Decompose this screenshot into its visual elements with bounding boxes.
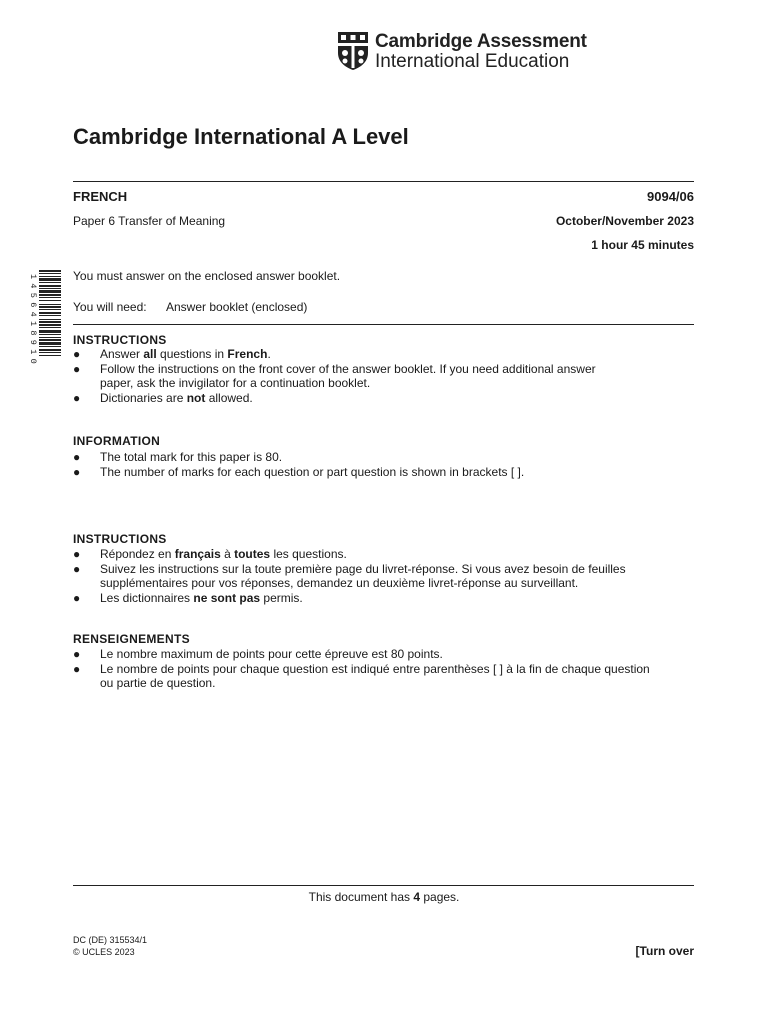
- barcode-bar: [39, 321, 61, 323]
- doc-ref-code: DC (DE) 315534/1: [73, 935, 148, 945]
- barcode-bar: [39, 282, 61, 283]
- bullet-icon: ●: [73, 464, 81, 479]
- list-item: ● Dictionaries are not allowed.: [73, 390, 253, 405]
- bullet-icon: ●: [73, 347, 81, 361]
- list-item: ● Le nombre maximum de points pour cette épreuve est 80 points.: [73, 647, 443, 661]
- list-item: ● Les dictionnaires ne sont pas permis.: [73, 590, 303, 605]
- need-label: You will need:: [73, 300, 147, 314]
- barcode-bar: [39, 273, 61, 274]
- logo-line-1: Cambridge Assessment: [375, 31, 587, 52]
- barcode-bar: [39, 288, 61, 289]
- bullet-icon: ●: [73, 561, 81, 576]
- barcode-bar: [39, 278, 61, 281]
- barcode-bar: [39, 315, 61, 316]
- barcode-bar: [39, 339, 61, 341]
- instructions-fr-list: [73, 547, 698, 605]
- page-title: Cambridge International A Level: [73, 124, 409, 149]
- barcode-bar: [39, 285, 61, 287]
- barcode-bar: [39, 276, 61, 277]
- list-item: ● Answer all questions in French.: [73, 347, 271, 361]
- barcode-bar: [39, 327, 61, 328]
- candidate-barcode: [27, 270, 61, 412]
- bullet-icon: ●: [73, 661, 81, 676]
- barcode-bar: [39, 300, 61, 301]
- exam-duration: 1 hour 45 minutes: [591, 238, 694, 252]
- copyright: © UCLES 2023: [73, 947, 135, 957]
- paper-title: Paper 6 Transfer of Meaning: [73, 214, 226, 228]
- barcode-bar: [39, 324, 61, 326]
- barcode-bar: [39, 352, 61, 353]
- instructions-heading: INSTRUCTIONS: [73, 333, 167, 347]
- barcode-bar: [39, 290, 61, 293]
- answer-note: You must answer on the enclosed answer booklet.: [73, 269, 341, 283]
- bullet-icon: ●: [73, 590, 81, 605]
- barcode-bar: [39, 306, 61, 308]
- turn-over-label: [Turn over: [635, 944, 694, 958]
- bullet-icon: ●: [73, 361, 81, 376]
- instructions-list: [73, 347, 698, 405]
- barcode-digits: 1456418910: [28, 274, 38, 369]
- information-heading: INFORMATION: [73, 434, 161, 448]
- barcode-bar: [39, 304, 61, 305]
- cambridge-crest-icon: [337, 31, 369, 71]
- barcode-bar: [39, 312, 61, 314]
- exam-session: October/November 2023: [555, 214, 694, 228]
- information-list: [73, 450, 698, 479]
- bullet-icon: ●: [73, 450, 81, 464]
- subject-name: FRENCH: [73, 189, 128, 204]
- barcode-bar: [39, 349, 61, 351]
- barcode-bar: [39, 294, 61, 296]
- need-value: Answer booklet (enclosed): [166, 300, 308, 314]
- bullet-icon: ●: [73, 647, 81, 661]
- information-fr-list: [73, 647, 698, 691]
- barcode-icon: [27, 270, 61, 412]
- information-fr-heading: RENSEIGNEMENTS: [73, 632, 190, 646]
- barcode-bar: [39, 337, 61, 338]
- list-item: ● Follow the instructions on the front cover of the answer booklet. If you need additional answer paper, ask the invigilator for a continuation booklet.: [73, 361, 596, 391]
- syllabus-code: 9094/06: [647, 189, 694, 204]
- list-item: ● Répondez en français à toutes les questions.: [73, 547, 347, 561]
- bullet-icon: ●: [73, 547, 81, 561]
- barcode-bar: [39, 355, 61, 356]
- list-item: ● Suivez les instructions sur la toute première page du livret-réponse. Si vous avez besoin de feuilles supplémentaires pour vos réponses, demandez un deuxième livret-réponse au surveillant.: [73, 561, 626, 591]
- cambridge-logo: [337, 31, 587, 71]
- barcode-bar: [39, 334, 61, 335]
- document-reference: [73, 934, 147, 958]
- barcode-bar: [39, 319, 61, 320]
- bullet-icon: ●: [73, 390, 81, 405]
- list-item: ● The total mark for this paper is 80.: [73, 450, 283, 464]
- logo-line-2: International Education: [375, 51, 570, 72]
- barcode-bar: [39, 270, 61, 272]
- barcode-bar: [39, 346, 61, 347]
- barcode-bar: [39, 309, 61, 310]
- list-item: ● The number of marks for each question or part question is shown in brackets [ ].: [73, 464, 525, 479]
- barcode-bar: [39, 342, 61, 345]
- divider: [73, 885, 694, 886]
- page-count-note: This document has 4 pages.: [308, 890, 460, 904]
- barcode-bar: [39, 297, 61, 298]
- divider: [73, 181, 694, 182]
- barcode-bar: [39, 330, 61, 333]
- instructions-fr-heading: INSTRUCTIONS: [73, 532, 167, 546]
- list-item: ● Le nombre de points pour chaque question est indiqué entre parenthèses [ ] à la fin de chaque question ou partie de question.: [73, 661, 650, 691]
- divider: [73, 324, 694, 325]
